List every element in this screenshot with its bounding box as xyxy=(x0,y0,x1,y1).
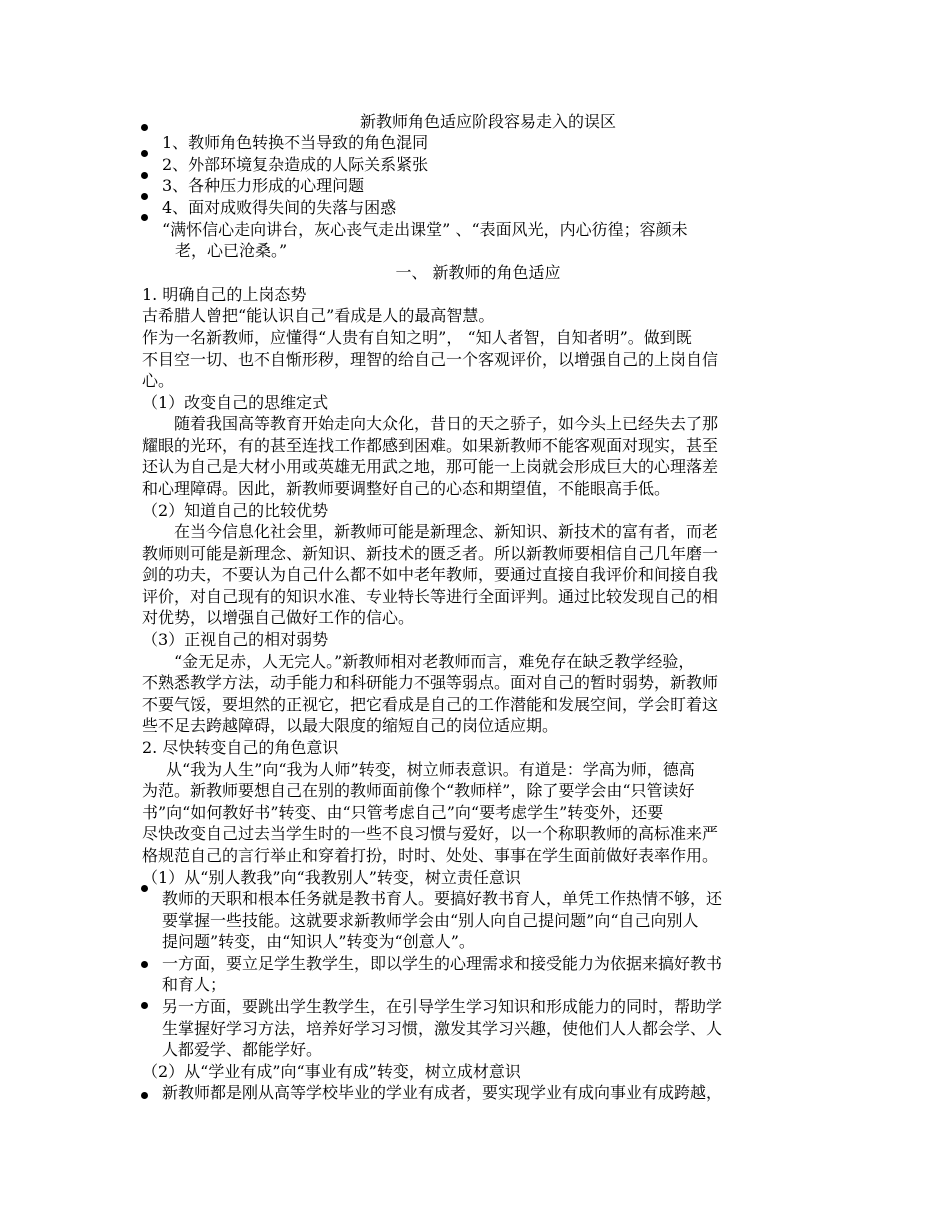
para-line: 随着我国高等教育开始走向大众化，昔日的天之骄子，如今头上已经失去了那 xyxy=(174,414,719,433)
bullet-icon xyxy=(141,1002,148,1009)
bullet-icon xyxy=(141,1092,148,1099)
para-line: 书”向“如何教好书”转变、由“只管考虑自己”向“要考虑学生”转变外，还要 xyxy=(142,803,664,822)
para-line: 不目空一切、也不自惭形秽，理智的给自己一个客观评价，以增强自己的上岗自信 xyxy=(142,350,719,369)
bullet-line: 人都爱学、都能学好。 xyxy=(162,1040,323,1059)
bullet-line: 提问题”转变，由“知识人”转变为“创意人”。 xyxy=(162,932,475,951)
bullet-icon xyxy=(141,193,148,200)
section-heading: 一、 新教师的角色适应 xyxy=(395,263,561,282)
para-line: 为范。新教师要想自己在别的教师面前像个“教师样”，除了要学会由“只管读好 xyxy=(142,781,695,800)
para-line: 和心理障碍。因此，新教师要调整好自己的心态和期望值，不能眼高手低。 xyxy=(142,479,671,498)
bullet-line: 教师的天职和根本任务就是教书育人。要搞好教书育人，单凭工作热情不够，还 xyxy=(162,889,723,908)
para-line: “金无足赤，人无完人。”新教师相对老教师而言，难免存在缺乏教学经验， xyxy=(174,652,695,671)
point-1: 1、教师角色转换不当导致的角色混同 xyxy=(162,133,429,152)
bullet-line: 一方面，要立足学生教学生，即以学生的心理需求和接受能力为依据来搞好教书 xyxy=(162,954,723,973)
bullet-icon xyxy=(141,172,148,179)
point-3: 3、各种压力形成的心理问题 xyxy=(162,176,365,195)
para-line: 古希腊人曾把“能认识自己”看成是人的最高智慧。 xyxy=(142,306,495,325)
bullet-icon xyxy=(141,150,148,157)
subheading: （1）改变自己的思维定式 xyxy=(142,393,329,412)
point-2: 2、外部环境复杂造成的人际关系紧张 xyxy=(162,155,429,174)
doc-title: 新教师角色适应阶段容易走入的误区 xyxy=(359,112,616,131)
bullet-icon xyxy=(141,124,148,131)
para-line: 不要气馁，要坦然的正视它，把它看成是自己的工作潜能和发展空间，学会盯着这 xyxy=(142,695,719,714)
bullet-icon xyxy=(141,961,148,968)
para-line: 作为一名新教师，应懂得“人贵有自知之明”， “知人者智，自知者明”。做到既 xyxy=(142,328,692,347)
subheading: （2）知道自己的比较优势 xyxy=(142,501,329,520)
para-line: 从“我为人生”向“我为人师”转变，树立师表意识。有道是：学高为师，德高 xyxy=(166,760,695,779)
bullet-line: 另一方面，要跳出学生教学生，在引导学生学习知识和形成能力的同时，帮助学 xyxy=(162,997,723,1016)
point-4: 4、面对成败得失间的失落与困惑 xyxy=(162,198,397,217)
heading-2: 2. 尽快转变自己的角色意识 xyxy=(142,738,339,757)
para-line: 不熟悉教学方法，动手能力和科研能力不强等弱点。面对自己的暂时弱势，新教师 xyxy=(142,673,719,692)
para-line: 在当今信息化社会里，新教师可能是新理念、新知识、新技术的富有者，而老 xyxy=(174,522,719,541)
para-line: 剑的功夫，不要认为自己什么都不如中老年教师，要通过直接自我评价和间接自我 xyxy=(142,565,719,584)
para-line: 对优势，以增强自己做好工作的信心。 xyxy=(142,608,415,627)
para-line: 些不足去跨越障碍，以最大限度的缩短自己的岗位适应期。 xyxy=(142,716,559,735)
para-line: 教师则可能是新理念、新知识、新技术的匮乏者。所以新教师要相信自己几年磨一 xyxy=(142,544,719,563)
bullet-icon xyxy=(141,214,148,221)
subheading: （2）从“学业有成”向“事业有成”转变，树立成材意识 xyxy=(142,1062,521,1081)
subheading: （1）从“别人教我”向“我教别人”转变，树立责任意识 xyxy=(142,868,521,887)
bullet-line: 要掌握一些技能。这就要求新教师学会由“别人向自己提问题”向“自己向别人 xyxy=(162,911,699,930)
para-line: 格规范自己的言行举止和穿着打扮，时时、处处、事事在学生面前做好表率作用。 xyxy=(142,846,719,865)
quote-line: “满怀信心走向讲台，灰心丧气走出课堂” 、“表面风光，内心彷徨；容颜未 xyxy=(162,220,688,239)
subheading: （3）正视自己的相对弱势 xyxy=(142,630,329,649)
bullet-line: 新教师都是刚从高等学校毕业的学业有成者，要实现学业有成向事业有成跨越， xyxy=(162,1083,723,1102)
para-line: 心。 xyxy=(142,371,175,390)
heading-1: 1. 明确自己的上岗态势 xyxy=(142,285,307,304)
para-line: 耀眼的光环，有的甚至连找工作都感到困难。如果新教师不能客观面对现实，甚至 xyxy=(142,436,719,455)
para-line: 尽快改变自己过去当学生时的一些不良习惯与爱好，以一个称职教师的高标准来严 xyxy=(142,824,719,843)
bullet-line: 和育人； xyxy=(162,975,227,994)
quote-line: 老，心已沧桑。” xyxy=(175,241,288,260)
para-line: 评价，对自己现有的知识水准、专业特长等进行全面评判。通过比较发现自己的相 xyxy=(142,587,719,606)
para-line: 还认为自己是大材小用或英雄无用武之地，那可能一上岗就会形成巨大的心理落差 xyxy=(142,457,719,476)
bullet-line: 生掌握好学习方法，培养好学习习惯，激发其学习兴趣，使他们人人都会学、人 xyxy=(162,1019,723,1038)
